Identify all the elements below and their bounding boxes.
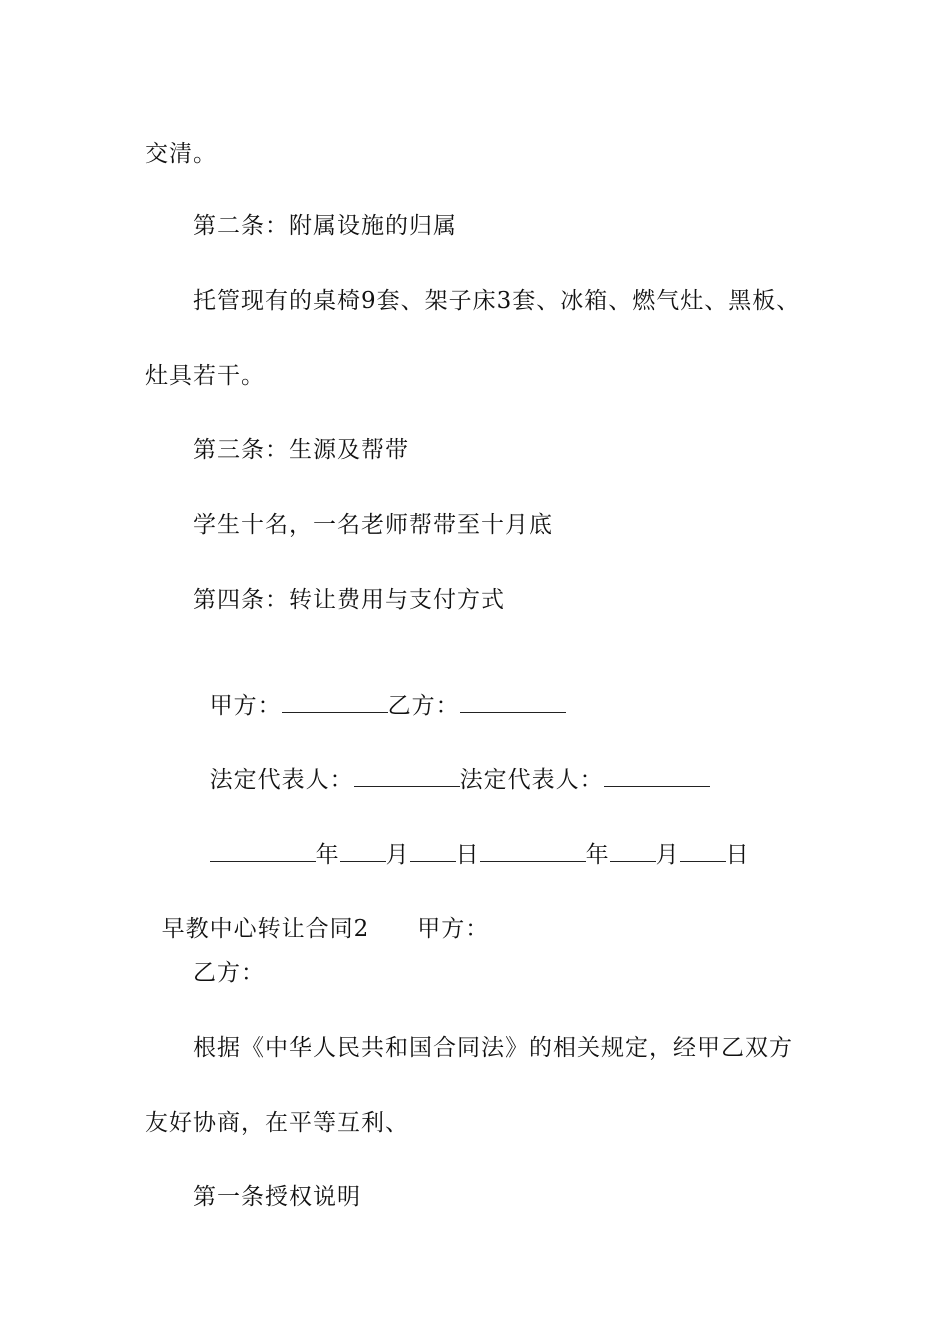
day-blank-b <box>680 839 726 862</box>
contract-2-party-a: 甲方： <box>417 916 490 942</box>
paragraph-line: 友好协商，在平等互利、 <box>145 1110 409 1136</box>
month-blank-a <box>340 839 386 862</box>
section-heading-2: 第二条：附属设施的归属 <box>193 213 457 239</box>
rep-b-label: 法定代表人： <box>459 767 604 793</box>
paragraph-line: 灶具若干。 <box>145 363 265 389</box>
contract-2-title-line <box>145 884 489 944</box>
representative-line <box>193 734 710 795</box>
section-heading-1: 第一条授权说明 <box>193 1184 361 1210</box>
party-a-label: 甲方： <box>209 693 282 719</box>
year-label-a: 年 <box>315 842 340 868</box>
month-blank-b <box>610 839 656 862</box>
month-label-a: 月 <box>385 842 410 868</box>
year-label-b: 年 <box>585 842 610 868</box>
party-b-label: 乙方： <box>387 693 460 719</box>
year-blank-b <box>480 839 586 862</box>
paragraph-line: 根据《中华人民共和国合同法》的相关规定，经甲乙双方 <box>193 1035 793 1061</box>
rep-a-label: 法定代表人： <box>209 767 354 793</box>
section-heading-4: 第四条：转让费用与支付方式 <box>193 587 505 613</box>
day-blank-a <box>410 839 456 862</box>
party-a-blank <box>282 690 388 713</box>
signature-party-line <box>193 660 566 721</box>
day-label-a: 日 <box>455 842 480 868</box>
contract-2-title: 早教中心转让合同2 <box>161 916 370 942</box>
paragraph-line: 学生十名，一名老师帮带至十月底 <box>193 512 553 538</box>
rep-b-blank <box>604 764 710 787</box>
day-label-b: 日 <box>725 842 750 868</box>
year-blank-a <box>210 839 316 862</box>
paragraph-line: 交清。 <box>145 141 217 167</box>
section-heading-3: 第三条：生源及帮带 <box>193 437 409 463</box>
date-line <box>193 809 750 870</box>
month-label-b: 月 <box>655 842 680 868</box>
party-b-line: 乙方： <box>193 960 265 986</box>
paragraph-line: 托管现有的桌椅9套、架子床3套、冰箱、燃气灶、黑板、 <box>193 288 801 314</box>
rep-a-blank <box>354 764 460 787</box>
party-b-blank <box>460 690 566 713</box>
